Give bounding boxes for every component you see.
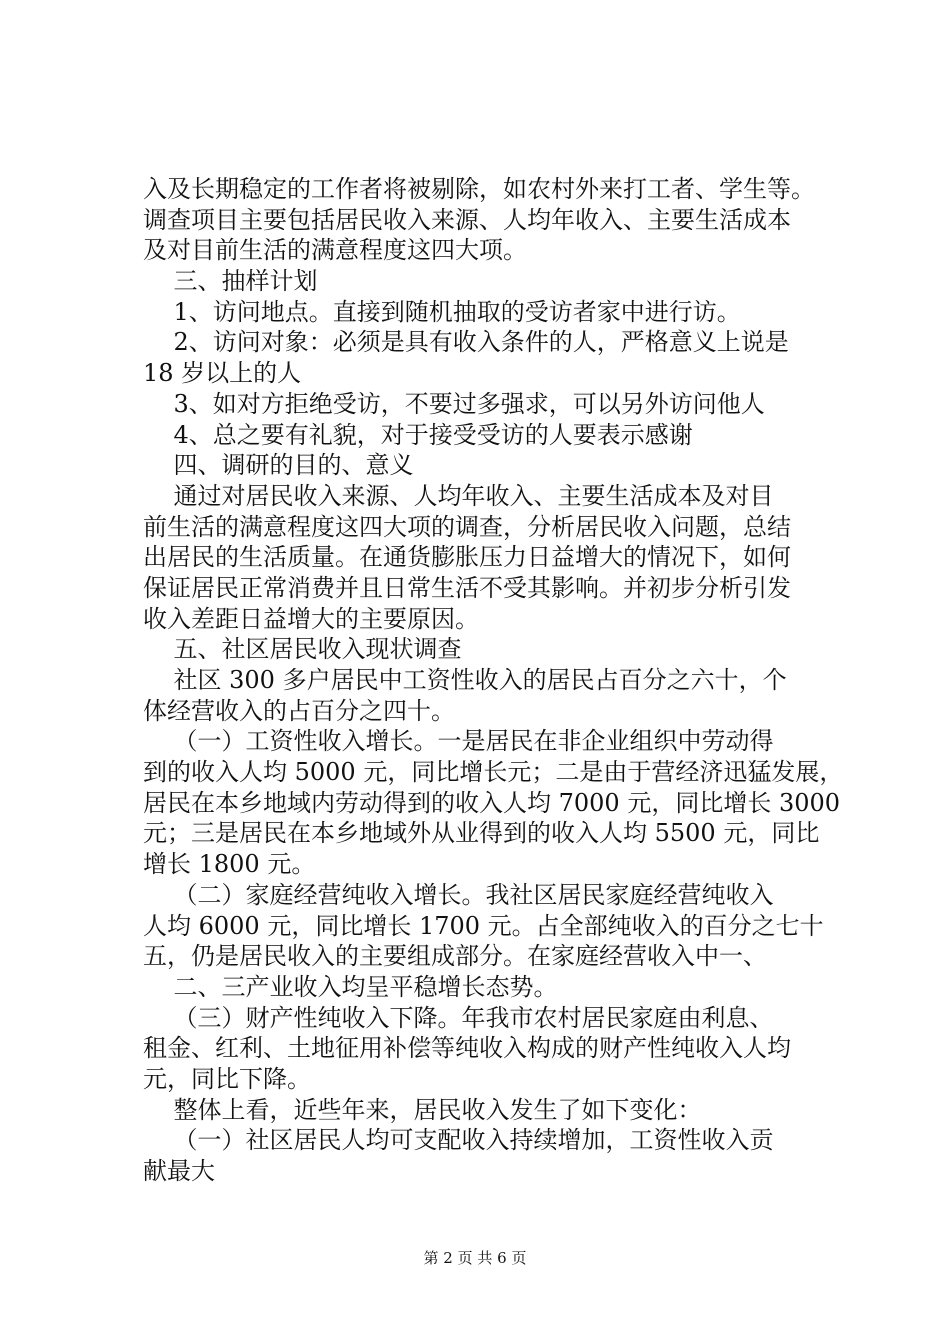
text-line: 租金、红利、土地征用补偿等纯收入构成的财产性纯收入人均 <box>143 1034 791 1063</box>
text-line: 五、社区居民收入现状调查 <box>143 635 462 664</box>
text-line: 调查项目主要包括居民收入来源、人均年收入、主要生活成本 <box>143 205 791 234</box>
text-line: （三）财产性纯收入下降。年我市农村居民家庭由利息、 <box>143 1003 774 1032</box>
text-line: 居民在本乡地域内劳动得到的收入人均 7000 元，同比增长 3000 <box>143 788 841 817</box>
text-line: 及对目前生活的满意程度这四大项。 <box>143 236 527 265</box>
text-line: （二）家庭经营纯收入增长。我社区居民家庭经营纯收入 <box>143 880 774 909</box>
text-line: 献最大 <box>143 1157 215 1185</box>
text-line: 四、调研的目的、意义 <box>143 451 414 480</box>
text-line: 体经营收入的占百分之四十。 <box>143 696 455 725</box>
text-line: 通过对居民收入来源、人均年收入、主要生活成本及对目 <box>143 481 774 510</box>
text-line: （一）社区居民人均可支配收入持续增加，工资性收入贡 <box>143 1126 774 1155</box>
text-line: 4、总之要有礼貌，对于接受受访的人要表示感谢 <box>143 420 693 449</box>
text-line: 保证居民正常消费并且日常生活不受其影响。并初步分析引发 <box>143 573 791 602</box>
text-line: 元，同比下降。 <box>143 1064 311 1093</box>
document-body <box>143 174 843 1187</box>
text-line: 到的收入人均 5000 元，同比增长元；二是由于营经济迅猛发展， <box>143 758 844 787</box>
page-footer: 第 2 页 共 6 页 <box>423 1249 527 1267</box>
text-line: 收入差距日益增大的主要原因。 <box>143 604 479 633</box>
text-line: 社区 300 多户居民中工资性收入的居民占百分之六十，个 <box>143 666 787 694</box>
text-line: 三、抽样计划 <box>143 267 318 296</box>
text-line: 入及长期稳定的工作者将被剔除，如农村外来打工者、学生等。 <box>143 175 815 203</box>
text-line: 五，仍是居民收入的主要组成部分。在家庭经营收入中一、 <box>143 942 767 971</box>
text-line: 出居民的生活质量。在通货膨胀压力日益增大的情况下，如何 <box>143 543 791 572</box>
text-line: 元；三是居民在本乡地域外从业得到的收入人均 5500 元，同比 <box>143 819 820 848</box>
text-line: 18 岁以上的人 <box>143 359 302 388</box>
text-line: 前生活的满意程度这四大项的调查，分析居民收入问题，总结 <box>143 512 791 541</box>
text-line: 2、访问对象：必须是具有收入条件的人，严格意义上说是 <box>143 328 789 357</box>
text-line: 增长 1800 元。 <box>143 850 316 879</box>
text-line: 3、如对方拒绝受访，不要过多强求，可以另外访问他人 <box>143 389 765 418</box>
text-line: 人均 6000 元，同比增长 1700 元。占全部纯收入的百分之七十 <box>143 911 824 940</box>
text-line: 二、三产业收入均呈平稳增长态势。 <box>143 972 558 1001</box>
text-line: 整体上看，近些年来，居民收入发生了如下变化： <box>143 1095 702 1124</box>
text-line: 1、访问地点。直接到随机抽取的受访者家中进行访。 <box>143 297 741 326</box>
text-line: （一）工资性收入增长。一是居民在非企业组织中劳动得 <box>143 727 774 756</box>
